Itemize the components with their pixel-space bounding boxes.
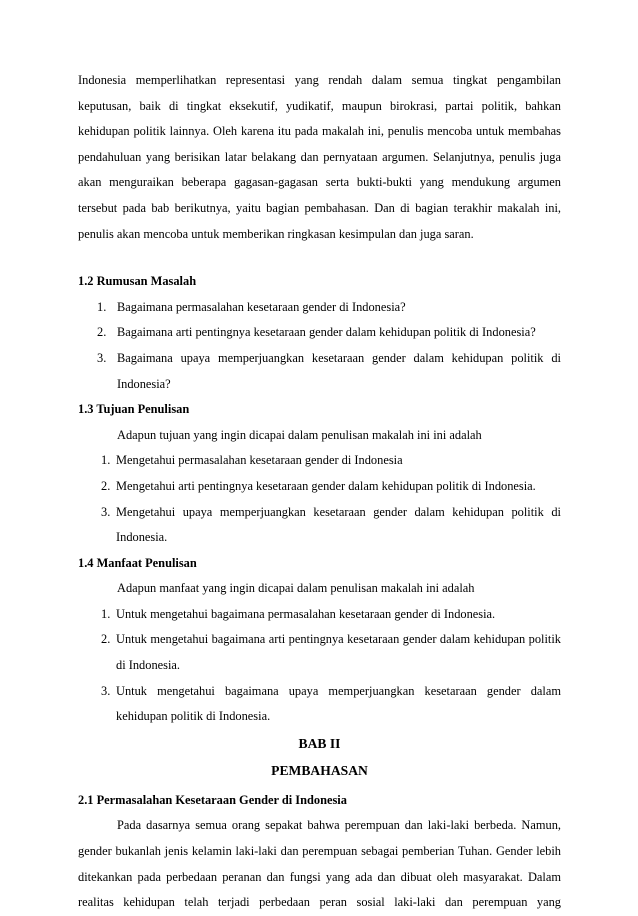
list-number: 3. xyxy=(101,683,111,698)
tujuan-list xyxy=(78,448,561,550)
list-item xyxy=(78,346,561,397)
list-item xyxy=(78,474,561,500)
chapter-number: BAB II xyxy=(298,735,341,751)
list-item xyxy=(78,448,561,474)
list-text: Mengetahui arti pentingnya kesetaraan gender dalam kehidupan politik di Indonesia. xyxy=(116,478,536,493)
tujuan-heading: 1.3 Tujuan Penulisan xyxy=(78,402,190,417)
list-text: Bagaimana upaya memperjuangkan kesetaraan gender dalam kehidupan politik di Indonesia? xyxy=(117,350,561,391)
list-number: 1. xyxy=(97,299,107,314)
list-item xyxy=(78,627,561,678)
rumusan-heading: 1.2 Rumusan Masalah xyxy=(78,274,197,289)
list-item xyxy=(78,679,561,730)
list-text: Untuk mengetahui bagaimana upaya memperjuangkan kesetaraan gender dalam kehidupan politik di Indonesia. xyxy=(116,683,561,724)
list-text: Mengetahui upaya memperjuangkan kesetaraan gender dalam kehidupan politik di Indonesia. xyxy=(116,504,561,545)
section-2-1-paragraph: Pada dasarnya semua orang sepakat bahwa perempuan dan laki-laki berbeda. Namun, gender bukanlah jenis kelamin laki-laki dan perempuan sebagai pemberian Tuhan. Gender lebih ditekankan pada perbedaan peranan dan fungsi yang ada dan dibuat oleh masyarakat. Dalam realitas kehidupan telah terjadi perbedaan peran sosial laki-laki dan perempuan yang xyxy=(78,818,561,910)
tujuan-intro: Adapun tujuan yang ingin dicapai dalam penulisan makalah ini ini adalah xyxy=(117,427,482,442)
manfaat-heading: 1.4 Manfaat Penulisan xyxy=(78,555,197,570)
list-number: 2. xyxy=(97,325,107,340)
list-number: 1. xyxy=(101,606,111,621)
list-item xyxy=(78,500,561,551)
section-gap xyxy=(78,247,561,269)
list-number: 2. xyxy=(101,632,111,647)
section-2-1-heading: 2.1 Permasalahan Kesetaraan Gender di Indonesia xyxy=(78,792,347,807)
list-item xyxy=(78,320,561,346)
list-item xyxy=(78,295,561,321)
list-text: Untuk mengetahui bagaimana permasalahan kesetaraan gender di Indonesia. xyxy=(116,606,496,621)
intro-paragraph: Indonesia memperlihatkan representasi yang rendah dalam semua tingkat pengambilan keputusan, baik di tingkat eksekutif, yudikatif, maupun birokrasi, partai politik, bahkan kehidupan politik lainnya. Oleh karena itu pada makalah ini, penulis mencoba untuk membahas pendahuluan yang berisikan latar belakang dan pernyataan argumen. Selanjutnya, penulis juga akan menguraikan beberapa gagasan-gagasan serta bukti-bukti yang mendukung argumen tersebut pada bab berikutnya, yaitu bagian pembahasan. Dan di bagian terakhir makalah ini, penulis akan mencoba untuk memberikan ringkasan kesimpulan dan juga saran. xyxy=(78,73,561,241)
manfaat-list xyxy=(78,602,561,730)
manfaat-intro: Adapun manfaat yang ingin dicapai dalam penulisan makalah ini adalah xyxy=(117,581,475,596)
list-text: Bagaimana permasalahan kesetaraan gender di Indonesia? xyxy=(117,299,406,314)
chapter-title: PEMBAHASAN xyxy=(271,762,368,778)
list-number: 2. xyxy=(101,478,111,493)
list-number: 1. xyxy=(101,453,111,468)
list-text: Bagaimana arti pentingnya kesetaraan gender dalam kehidupan politik di Indonesia? xyxy=(117,325,536,340)
rumusan-list xyxy=(78,295,561,397)
document-page xyxy=(78,68,561,916)
list-text: Mengetahui permasalahan kesetaraan gender di Indonesia xyxy=(116,453,403,468)
list-item xyxy=(78,602,561,628)
list-number: 3. xyxy=(101,504,111,519)
list-text: Untuk mengetahui bagaimana arti pentingnya kesetaraan gender dalam kehidupan politik di Indonesia. xyxy=(116,632,561,673)
list-number: 3. xyxy=(97,350,107,365)
